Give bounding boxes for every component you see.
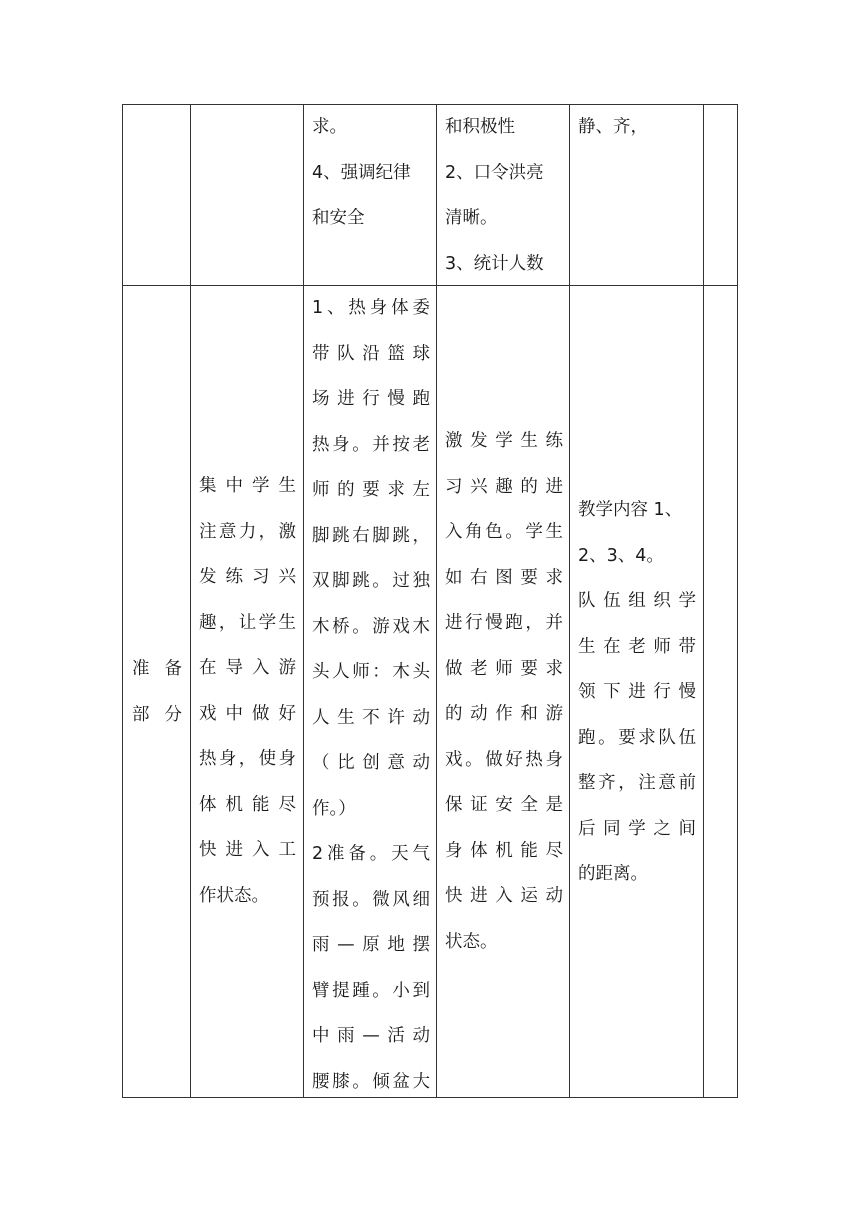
text-line: 如右图要求	[445, 567, 563, 588]
text-line: 场进行慢跑	[312, 389, 430, 409]
text-line: 戏。做好热身	[445, 749, 563, 770]
text-line: 清晰。	[445, 208, 498, 228]
text-line: 整齐，注意前	[578, 773, 696, 793]
text-line: 状态。	[445, 931, 498, 952]
organization-cell	[578, 488, 696, 898]
table-right-border	[737, 104, 738, 1098]
section-label-prep	[132, 647, 182, 738]
text-line: 身体机能尽	[445, 840, 563, 861]
column-divider	[436, 104, 437, 1098]
text-line: 教学内容 1、	[578, 500, 683, 520]
row1-teacher-cell	[312, 105, 430, 242]
text-line: 生在老师带	[578, 636, 696, 657]
text-line: 进行慢跑，并	[445, 613, 563, 633]
text-line: 头人师：木头	[312, 662, 430, 682]
text-line: （比创意动	[312, 753, 430, 773]
text-line: 双脚跳。过独	[312, 571, 430, 591]
column-divider	[703, 104, 704, 1098]
text-line: 求。	[312, 117, 347, 137]
text-line: 木桥。游戏木	[312, 616, 430, 637]
text-line: 戏中做好	[199, 703, 296, 724]
text-line: 体机能尽	[199, 794, 296, 815]
text-line: 跑。要求队伍	[578, 727, 696, 748]
section-label-line: 准 备	[132, 659, 182, 679]
column-divider	[303, 104, 304, 1098]
row1-student-cell	[445, 105, 563, 287]
text-line: 静、齐，	[578, 117, 648, 137]
text-line: 保证安全是	[445, 795, 563, 815]
text-line: 入角色。学生	[445, 522, 563, 542]
text-line: 腰膝。倾盆大	[312, 1071, 430, 1092]
row-divider	[122, 285, 738, 286]
text-line: 和积极性	[445, 117, 515, 137]
text-line: 中雨—活动	[312, 1026, 430, 1046]
text-line: 2、口令洪亮	[445, 162, 544, 183]
text-line: 趣，让学生	[199, 612, 296, 633]
text-line: 作状态。	[199, 885, 269, 906]
text-line: 集中学生	[199, 476, 296, 496]
text-line: 作。）	[312, 798, 356, 819]
text-line: 师的要求左	[312, 480, 430, 500]
section-label-line: 部 分	[132, 704, 182, 725]
column-divider	[190, 104, 191, 1098]
text-line: 热身，使身	[199, 749, 296, 769]
row1-organization-cell	[578, 105, 696, 151]
table-bottom-border	[122, 1097, 738, 1098]
table-left-border	[122, 104, 123, 1098]
text-line: 1、热身体委	[312, 298, 430, 318]
text-line: 做老师要求	[445, 658, 563, 679]
text-line: 在导入游	[199, 658, 296, 678]
text-line: 快进入工	[199, 840, 296, 860]
text-line: 的距离。	[578, 864, 648, 884]
student-activity-cell	[445, 419, 563, 965]
text-line: 习兴趣的进	[445, 476, 563, 497]
text-line: 人生不许动	[312, 707, 430, 728]
text-line: 4、强调纪律	[312, 162, 411, 183]
text-line: 3、统计人数	[445, 253, 544, 274]
goal-cell	[199, 464, 296, 919]
column-divider	[569, 104, 570, 1098]
text-line: 发练习兴	[199, 567, 296, 587]
text-line: 激发学生练	[445, 431, 563, 451]
text-line: 2、3、4。	[578, 545, 664, 566]
text-line: 的动作和游	[445, 704, 563, 724]
text-line: 领下进行慢	[578, 682, 696, 702]
text-line: 队伍组织学	[578, 591, 696, 611]
text-line: 2准备。天气	[312, 844, 430, 864]
text-line: 雨—原地摆	[312, 935, 430, 955]
text-line: 带队沿篮球	[312, 343, 430, 364]
text-line: 臂提踵。小到	[312, 980, 430, 1001]
teacher-activity-cell	[312, 286, 430, 1105]
text-line: 注意力，激	[199, 521, 296, 542]
text-line: 热身。并按老	[312, 434, 430, 455]
text-line: 和安全	[312, 208, 365, 228]
text-line: 预报。微风细	[312, 889, 430, 910]
text-line: 脚跳右脚跳，	[312, 525, 430, 546]
text-line: 快进入运动	[445, 886, 563, 906]
text-line: 后同学之间	[578, 818, 696, 839]
